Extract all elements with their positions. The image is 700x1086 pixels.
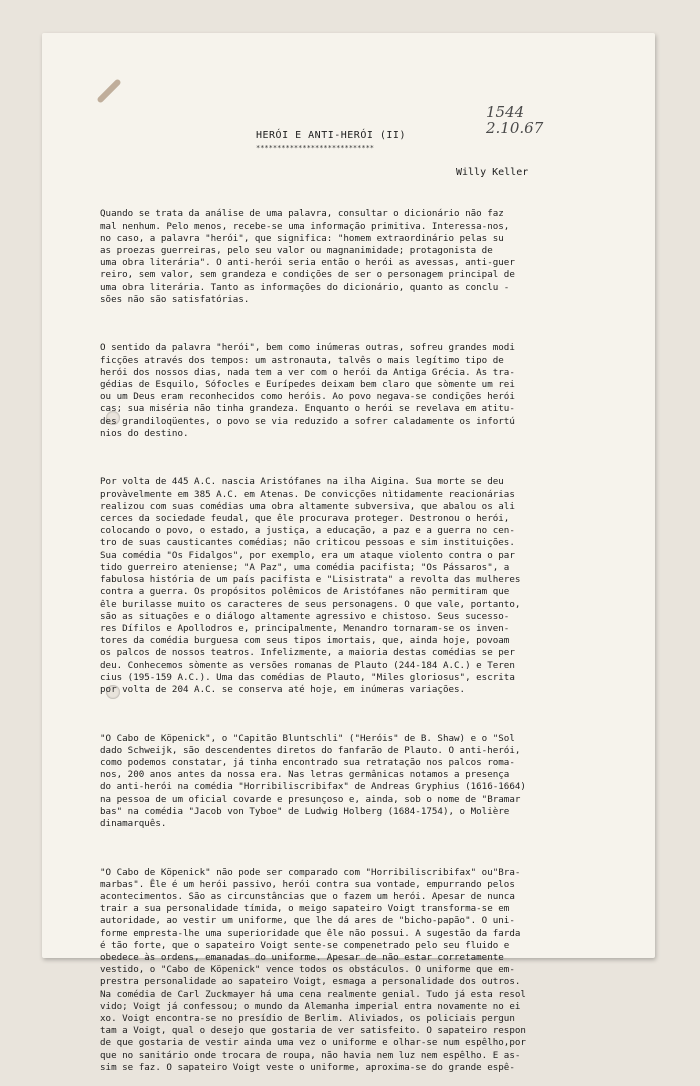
paragraph: Por volta de 445 A.C. nascia Aristófanes na ilha Aigina. Sua morte se deu provàvelmente em 385 A.C. em Atenas. De convicções nìtidamente reacionárias realizou com suas comédias uma obra altamente subversiva, que abalou os ali cerces da sociedade feudal, que êle procurava proteger. Destronou o herói, colocando o povo, o estado, a justiça, a educação, a paz e a guerra no cen- tro de suas causticantes comédias; não criticou pessoas e sim instituições. Sua comédia "Os Fidalgos", por exemplo, era um ataque violento contra o par tido guerreiro ateniense; "A Paz", uma comédia pacifista; "Os Pássaros", a fabulosa história de um país pacifista e "Lisistrata" a revolta das mulheres contra a guerra. Os propósitos polêmicos de Aristófanes não permitiram que êle burilasse muito os caracteres de seus personagens. O que vale, portanto, são as situações e o diálogo altamente agressivo e chistoso. Seus sucesso- res Dífilos e Apollodros e, principalmente, Menandro tornaram-se os inven- tores da comédia burguesa com seus tipos imortais, que, ainda hoje, povoam os palcos de nossos teatros. Infelizmente, a maioria destas comédias se per deu. Conhecemos sòmente as versões romanas de Plauto (244-184 A.C.) e Teren cius (195-159 A.C.). Uma das comédias de Plauto, "Miles gloriosus", escrita por volta de 204 A.C. se conserva até hoje, em inúmeras variações. xyxy=(100,476,521,695)
paragraph: "O Cabo de Köpenick", o "Capitão Bluntschli" ("Heróis" de B. Shaw) e o "Sol dado Schweijk, são descendentes diretos do fanfarão de Plauto. O anti-herói, como podemos constatar, já tinha encontrado sua retratação nos palcos roma- nos, 200 anos antes da nossa era. Nas letras germânicas notamos a presença do anti-herói na comédia "Horribiliscribifax" de Andreas Gryphius (1616-1664) na pessoa de um oficial covarde e presunçoso e, ainda, sob o nome de "Bramar bas" na comédia "Jacob von Tyboe" de Ludwig Holberg (1684-1754), o Molière dinamarquês. xyxy=(100,732,526,829)
author-name: Willy Keller xyxy=(456,167,529,178)
archive-number: 1544 xyxy=(486,103,525,121)
title-underline: **************************** xyxy=(256,144,375,152)
handwritten-archive-note xyxy=(486,104,543,136)
article-body xyxy=(100,184,640,1086)
archive-date: 2.10.67 xyxy=(486,119,544,137)
paragraph: O sentido da palavra "herói", bem como inúmeras outras, sofreu grandes modi ficções através dos tempos: um astronauta, talvês o mais legítimo tipo de herói dos nossos dias, nada tem a ver com o herói da Antiga Grécia. As tra- gédias de Esquilo, Sófocles e Eurípedes deixam bem claro que sòmente um rei ou um Deus eram reconhecidos como heróis. Ao povo negava-se condições herói cas; sua miséria não tinha grandeza. Enquanto o herói se revelava em atitu- des grandiloqüentes, o povo se via reduzido a sofrer caladamente os infortú nios do destino. xyxy=(100,342,515,439)
paragraph: "O Cabo de Köpenick" não pode ser comparado com "Horribiliscribifax" ou"Bra- marbas". Êle é um herói passivo, herói contra sua vontade, empurrando pelos acontecimentos. São as circunstâncias que o fazem um herói. Apesar de nunca trair a sua personalidade tímida, o meigo sapateiro Voigt transforma-se em autoridade, ao vestir um uniforme, que lhe dá ares de "bicho-papão". O uni- forme empresta-lhe uma superioridade que êle não possui. A sugestão da farda é tão forte, que o sapateiro Voigt sente-se compenetrado pelo seu fluido e obedece às ordens, emanadas do uniforme. Apesar de não estar corretamente vestido, o "Cabo de Köpenick" vence todos os obstáculos. O uniforme que em- prestra personalidade ao sapateiro Voigt, esmaga a personalidade dos outros. Na comédia de Carl Zuckmayer há uma cena realmente genial. Tudo já esta resol vido; Voigt já confessou; o mundo da Alemanha imperial entra novamente no ei xo. Voigt encontra-se no presídio de Berlim. Aliviados, os policiais pergun tam a Voigt, qual o desejo que gostaria de ver satisfeito. O sapateiro respon de que gostaria de vestir ainda uma vez o uniforme e olhar-se num espêlho,por que no sanitário onde trocara de roupa, não havia nem luz nem espêlho. E as- sim se faz. O sapateiro Voigt veste o uniforme, aproxima-se do grande espê- xyxy=(100,866,526,1073)
rust-stain xyxy=(96,78,121,103)
paragraph: Quando se trata da análise de uma palavra, consultar o dicionário não faz mal nenhum. Pelo menos, recebe-se uma informação primitiva. Interessa-nos, no caso, a palavra "herói", que significa: "homem extraordinário pelas su as proezas guerreiras, pelo seu valor ou magnanimidade; protagonista de uma obra literária". O anti-herói seria então o herói as avessas, anti-guer reiro, sem valor, sem grandeza e condições de ser o personagem principal de uma obra literária. Tanto as informações do dicionário, quanto as conclu - sões não são satisfatórias. xyxy=(100,208,515,305)
document-title: HERÓI E ANTI-HERÓI (II) xyxy=(256,130,406,141)
